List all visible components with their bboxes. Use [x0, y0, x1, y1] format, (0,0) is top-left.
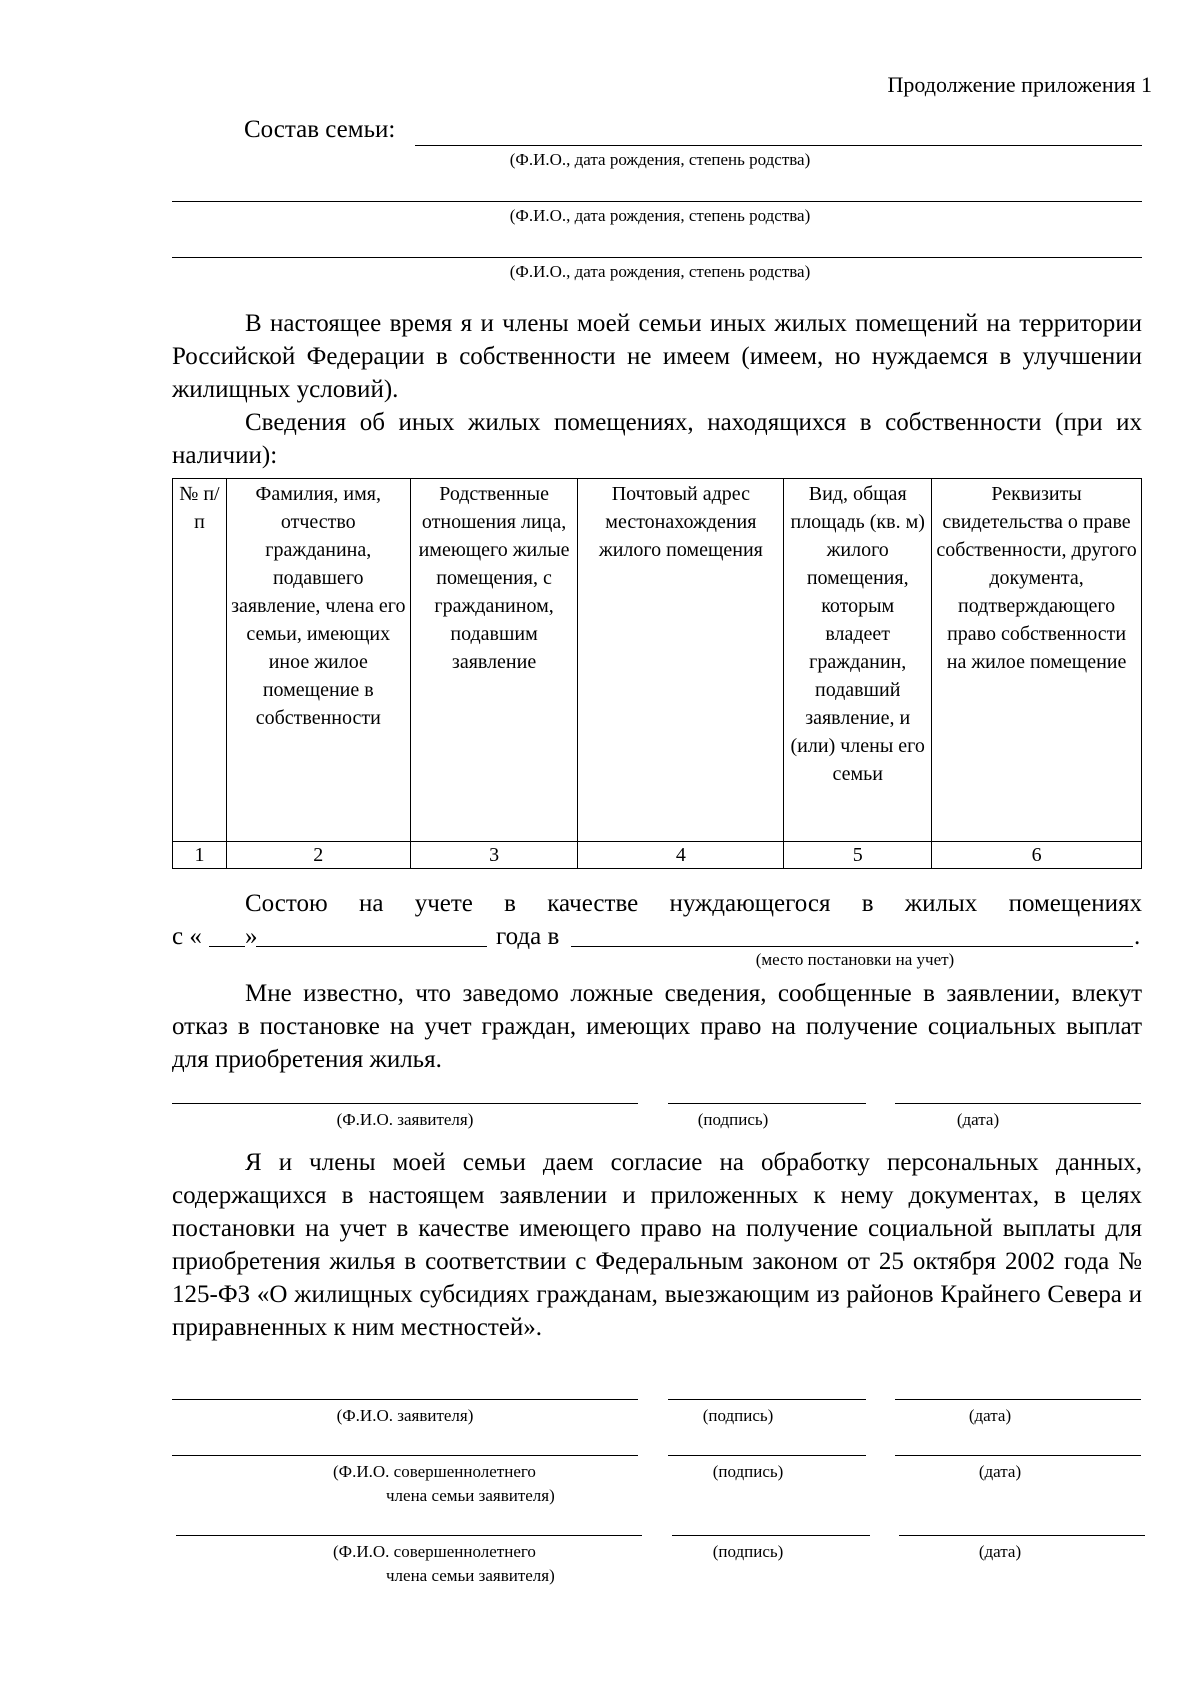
registration-month-field[interactable] — [256, 946, 487, 947]
member2-name-caption-line1: (Ф.И.О. совершеннолетнего — [333, 1542, 536, 1561]
table-number-cell: 6 — [932, 842, 1142, 869]
family-line-3[interactable] — [172, 257, 1142, 258]
table-number-cell: 5 — [784, 842, 932, 869]
table-header-cell: Почтовый адрес местонахождения жилого помещения — [578, 479, 784, 842]
registration-year-text: года в — [496, 923, 560, 950]
table-number-row — [173, 842, 1142, 869]
member1-name-line[interactable] — [172, 1455, 638, 1456]
consent-applicant-name-caption: (Ф.И.О. заявителя) — [336, 1406, 474, 1425]
family-caption-2: (Ф.И.О., дата рождения, степень родства) — [509, 206, 811, 225]
applicant-name-caption: (Ф.И.О. заявителя) — [336, 1110, 474, 1129]
member1-date-line[interactable] — [895, 1455, 1141, 1456]
applicant-date-line[interactable] — [895, 1103, 1141, 1104]
member2-signature-line[interactable] — [672, 1535, 870, 1536]
registration-quote-close: » — [245, 923, 258, 950]
applicant-signature-caption: (подпись) — [697, 1110, 769, 1129]
paragraph-no-property: В настоящее время я и члены моей семьи иных жилых помещений на территории Российской Федерации в собственности не имеем (имеем, но нуждаемся в улучшении жилищных условий). — [172, 310, 1142, 403]
family-line-2[interactable] — [172, 201, 1142, 202]
consent-applicant-signature-line[interactable] — [668, 1399, 866, 1400]
member2-name-caption-line2: члена семьи заявителя) — [386, 1566, 555, 1585]
table-header-cell: № п/п — [173, 479, 227, 842]
applicant-date-caption: (дата) — [956, 1110, 1000, 1129]
registration-place-field[interactable] — [571, 946, 1133, 947]
table-number-cell: 2 — [226, 842, 410, 869]
consent-applicant-name-line[interactable] — [172, 1399, 638, 1400]
table-header-cell: Вид, общая площадь (кв. м) жилого помещения, которым владеет гражданин, подавший заявление, и (или) члены его семьи — [784, 479, 932, 842]
member2-name-line[interactable] — [176, 1535, 642, 1536]
registration-place-caption: (место постановки на учет) — [755, 950, 955, 969]
table-header-cell: Родственные отношения лица, имеющего жилые помещения, с гражданином, подавшим заявление — [410, 479, 578, 842]
consent-applicant-signature-caption: (подпись) — [702, 1406, 774, 1425]
table-number-cell: 3 — [410, 842, 578, 869]
registration-day-field[interactable] — [209, 946, 245, 947]
table-header-cell: Фамилия, имя, отчество гражданина, подавшего заявление, члена его семьи, имеющих иное жилое помещение в собственности — [226, 479, 410, 842]
table-number-cell: 4 — [578, 842, 784, 869]
paragraph-property-info: Сведения об иных жилых помещениях, находящихся в собственности (при их наличии): — [172, 409, 1142, 469]
member1-signature-line[interactable] — [668, 1455, 866, 1456]
consent-applicant-date-caption: (дата) — [968, 1406, 1012, 1425]
table-number-cell: 1 — [173, 842, 227, 869]
table-header-cell: Реквизиты свидетельства о праве собственности, другого документа, подтверждающего право собственности на жилое помещение — [932, 479, 1142, 842]
family-caption-1: (Ф.И.О., дата рождения, степень родства) — [509, 150, 811, 169]
registration-prefix: с « — [172, 923, 202, 950]
property-table — [172, 478, 1142, 869]
member1-name-caption-line1: (Ф.И.О. совершеннолетнего — [333, 1462, 536, 1481]
applicant-signature-line[interactable] — [668, 1103, 866, 1104]
registration-period: . — [1134, 923, 1141, 950]
family-caption-3: (Ф.И.О., дата рождения, степень родства) — [509, 262, 811, 281]
table-header-row — [173, 479, 1142, 842]
member2-date-caption: (дата) — [978, 1542, 1022, 1561]
member1-name-caption-line2: члена семьи заявителя) — [386, 1486, 555, 1505]
paragraph-consent: Я и члены моей семьи даем согласие на обработку персональных данных, содержащихся в настоящем заявлении и приложенных к нему документах, в целях постановки на учет в качестве имеющего право на получение социальной выплаты для приобретения жилья в соответствии с Федеральным законом от 25 октября 2002 года № 125-ФЗ «О жилищных субсидиях гражданам, выезжающим из районов Крайнего Севера и приравненных к ним местностей». — [172, 1149, 1142, 1341]
member2-date-line[interactable] — [899, 1535, 1145, 1536]
registration-line: Состою на учете в качестве нуждающегося в жилых помещениях — [245, 890, 1142, 917]
family-label: Состав семьи: — [244, 116, 396, 143]
applicant-name-line[interactable] — [172, 1103, 638, 1104]
member1-signature-caption: (подпись) — [712, 1462, 784, 1481]
member2-signature-caption: (подпись) — [712, 1542, 784, 1561]
family-line-1[interactable] — [415, 145, 1142, 146]
consent-applicant-date-line[interactable] — [895, 1399, 1141, 1400]
page-header: Продолжение приложения 1 — [887, 72, 1152, 97]
member1-date-caption: (дата) — [978, 1462, 1022, 1481]
paragraph-false-info-warning: Мне известно, что заведомо ложные сведения, сообщенные в заявлении, влекут отказ в постановке на учет граждан, имеющих право на получение социальных выплат для приобретения жилья. — [172, 980, 1142, 1073]
